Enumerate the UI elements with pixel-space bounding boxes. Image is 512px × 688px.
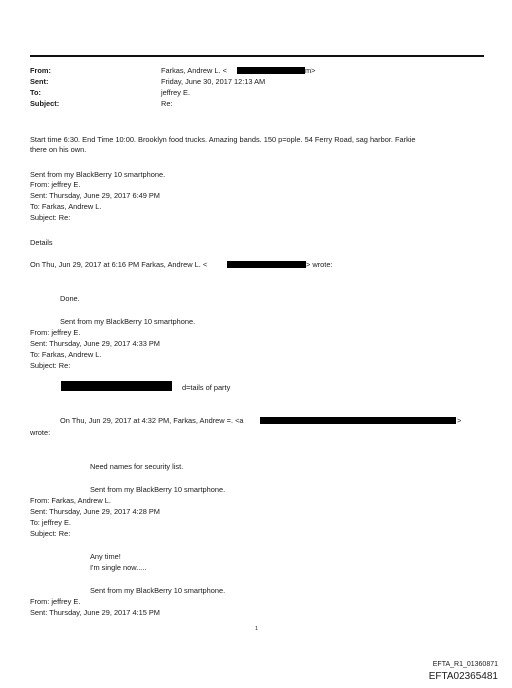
block3-line: Subject: Re:: [30, 529, 71, 538]
sent-label: Sent:: [30, 77, 49, 86]
footer-id-1: EFTA_R1_01360871: [432, 661, 498, 668]
block4-line: From: jeffrey E.: [30, 597, 81, 606]
wrote-text: wrote:: [30, 428, 51, 437]
page-number: 1: [255, 626, 259, 632]
block1-line: Sent: Thursday, June 29, 2017 6:49 PM: [30, 191, 160, 200]
on-thu-2-prefix: On Thu, Jun 29, 2017 at 4:32 PM, Farkas, Andrew =. <a: [60, 416, 244, 425]
block4-line: Sent: Thursday, June 29, 2017 4:15 PM: [30, 608, 160, 617]
done-text: Done.: [60, 294, 80, 303]
from-label: From:: [30, 66, 51, 75]
block2-line: Sent from my BlackBerry 10 smartphone.: [60, 317, 196, 326]
redaction-bar: [237, 67, 305, 74]
redaction-bar: [61, 381, 172, 391]
details-of-party-text: d=tails of party: [182, 383, 231, 392]
block1-line: Subject: Re:: [30, 213, 71, 222]
block2-line: Sent: Thursday, June 29, 2017 4:33 PM: [30, 339, 160, 348]
body-line-2: there on his own.: [30, 145, 87, 154]
subject-label: Subject:: [30, 99, 60, 108]
block3-line: To: jeffrey E.: [30, 518, 71, 527]
on-thu-2-suffix: >: [457, 416, 462, 425]
sent-value: Friday, June 30, 2017 12:13 AM: [161, 77, 266, 86]
body-line-1: Start time 6:30. End Time 10:00. Brooklyn food trucks. Amazing bands. 150 p=ople. 54 Ferry Road, sag harbor. Farkie: [30, 135, 416, 144]
on-thu-1-prefix: On Thu, Jun 29, 2017 at 6:16 PM Farkas, Andrew L. <: [30, 260, 208, 269]
from-value-prefix: Farkas, Andrew L. <: [161, 66, 227, 75]
single-now-text: I'm single now.....: [90, 563, 147, 572]
footer-id-2: EFTA02365481: [428, 671, 498, 682]
any-time-text: Any time!: [90, 552, 121, 561]
block2-line: From: jeffrey E.: [30, 328, 81, 337]
redaction-bar: [227, 261, 306, 268]
block3-line: From: Farkas, Andrew L.: [30, 496, 111, 505]
block2-line: Subject: Re:: [30, 361, 71, 370]
to-value: jeffrey E.: [161, 88, 191, 97]
redaction-bar: [260, 417, 456, 424]
header-rule: [30, 55, 484, 57]
block2-line: To: Farkas, Andrew L.: [30, 350, 102, 359]
to-label: To:: [30, 88, 41, 97]
need-names-text: Need names for security list.: [90, 462, 184, 471]
subject-value: Re:: [161, 99, 173, 108]
details-text: Details: [30, 238, 53, 247]
from-value-suffix: m>: [305, 66, 316, 75]
sent-from-blackberry: Sent from my BlackBerry 10 smartphone.: [90, 586, 226, 595]
block3-line: Sent: Thursday, June 29, 2017 4:28 PM: [30, 507, 160, 516]
on-thu-1-suffix: > wrote:: [306, 260, 333, 269]
block1-line: Sent from my BlackBerry 10 smartphone.: [30, 170, 166, 179]
block1-line: From: jeffrey E.: [30, 180, 81, 189]
block1-line: To: Farkas, Andrew L.: [30, 202, 102, 211]
sent-from-blackberry: Sent from my BlackBerry 10 smartphone.: [90, 485, 226, 494]
